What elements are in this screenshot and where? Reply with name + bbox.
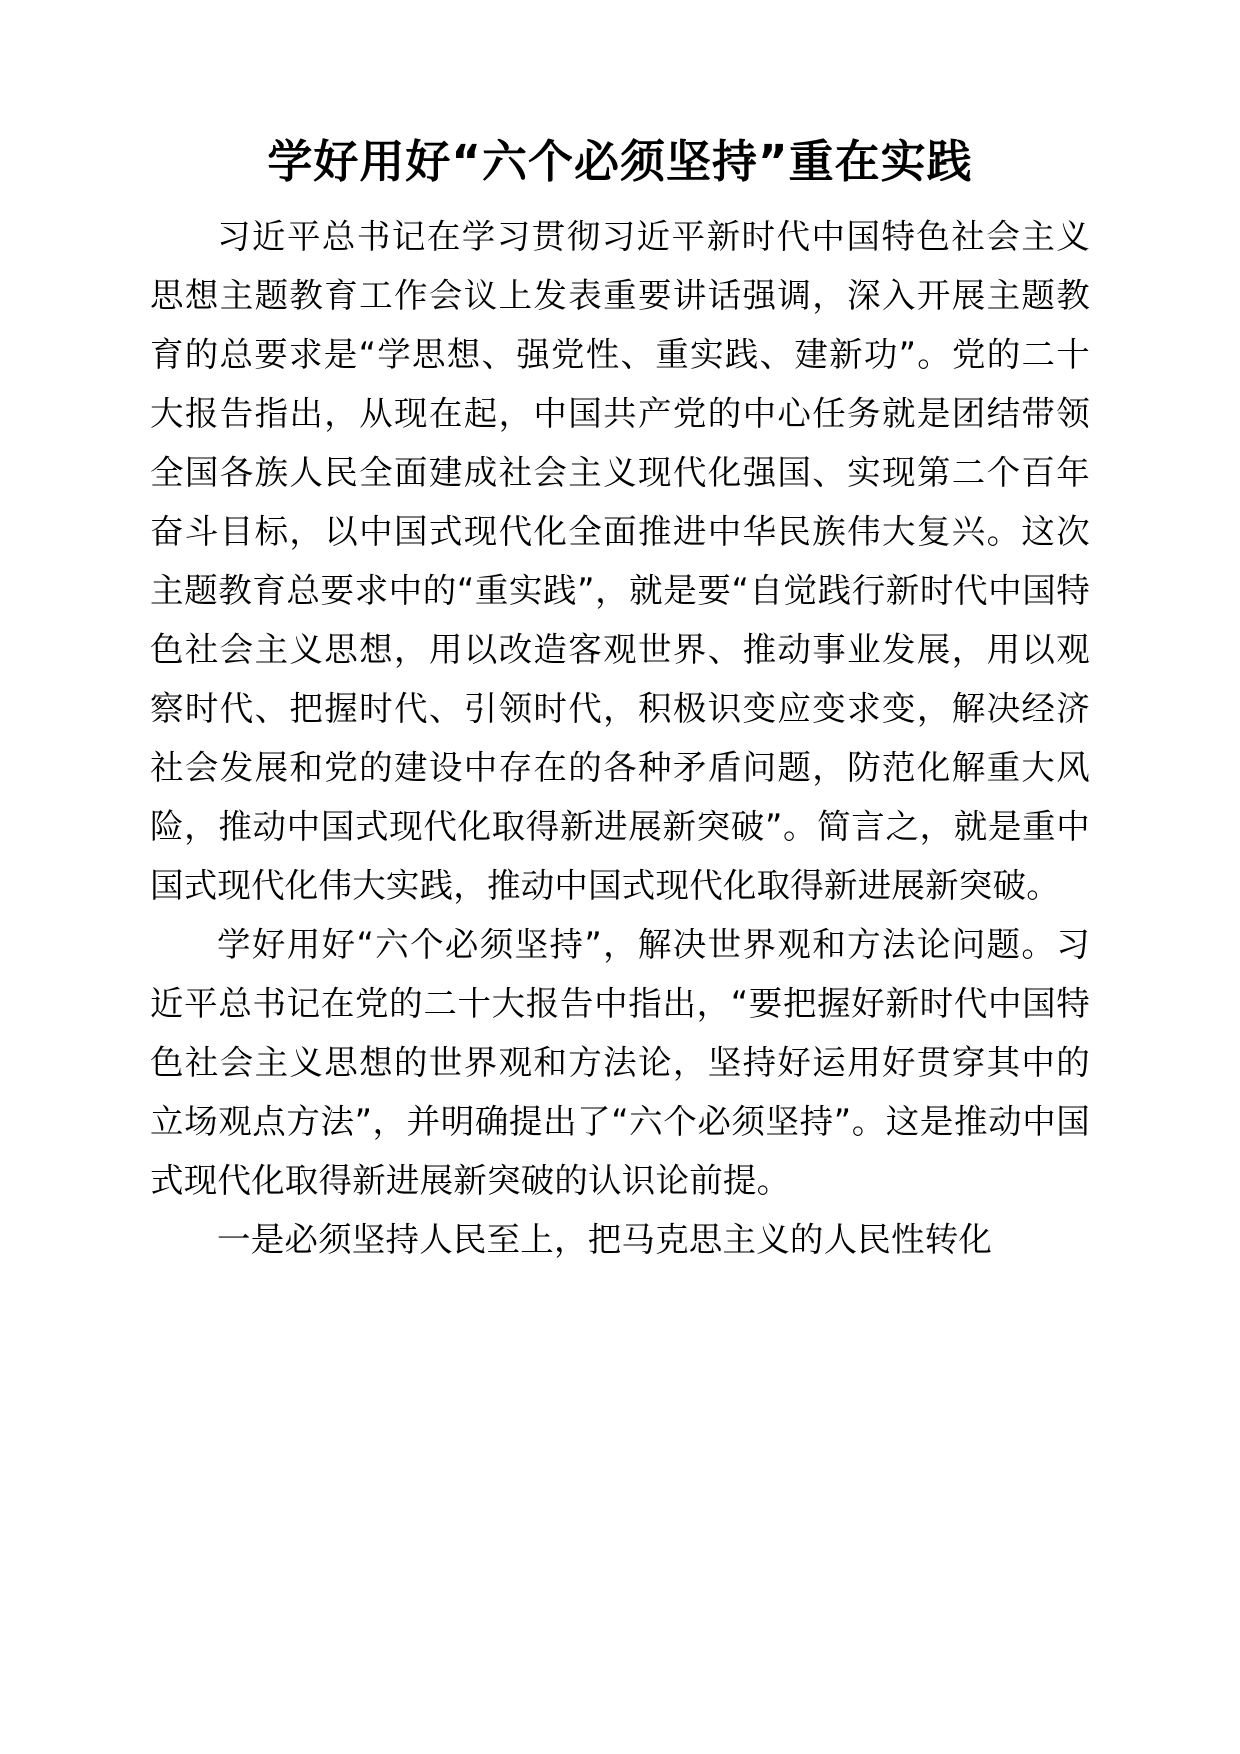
paragraph-1: 习近平总书记在学习贯彻习近平新时代中国特色社会主义思想主题教育工作会议上发表重要讲话强调，深入开展主题教育的总要求是“学思想、强党性、重实践、建新功”。党的二十大报告指出，从现在起，中国共产党的中心任务就是团结带领全国各族人民全面建成社会主义现代化强国、实现第二个百年奋斗目标，以中国式现代化全面推进中华民族伟大复兴。这次主题教育总要求中的“重实践”，就是要“自觉践行新时代中国特色社会主义思想，用以改造客观世界、推动事业发展，用以观察时代、把握时代、引领时代，积极识变应变求变，解决经济社会发展和党的建设中存在的各种矛盾问题，防范化解重大风险，推动中国式现代化取得新进展新突破”。简言之，就是重中国式现代化伟大实践，推动中国式现代化取得新进展新突破。 [150,216,1090,905]
paragraph-2: 学好用好“六个必须坚持”，解决世界观和方法论问题。习近平总书记在党的二十大报告中指出，“要把握好新时代中国特色社会主义思想的世界观和方法论，坚持好运用好贯穿其中的立场观点方法”，并明确提出了“六个必须坚持”。这是推动中国式现代化取得新进展新突破的认识论前提。 [150,924,1090,1200]
paragraph-3: 一是必须坚持人民至上，把马克思主义的人民性转化 [217,1219,993,1259]
page-title: 学好用好“六个必须坚持”重在实践 [267,135,973,188]
